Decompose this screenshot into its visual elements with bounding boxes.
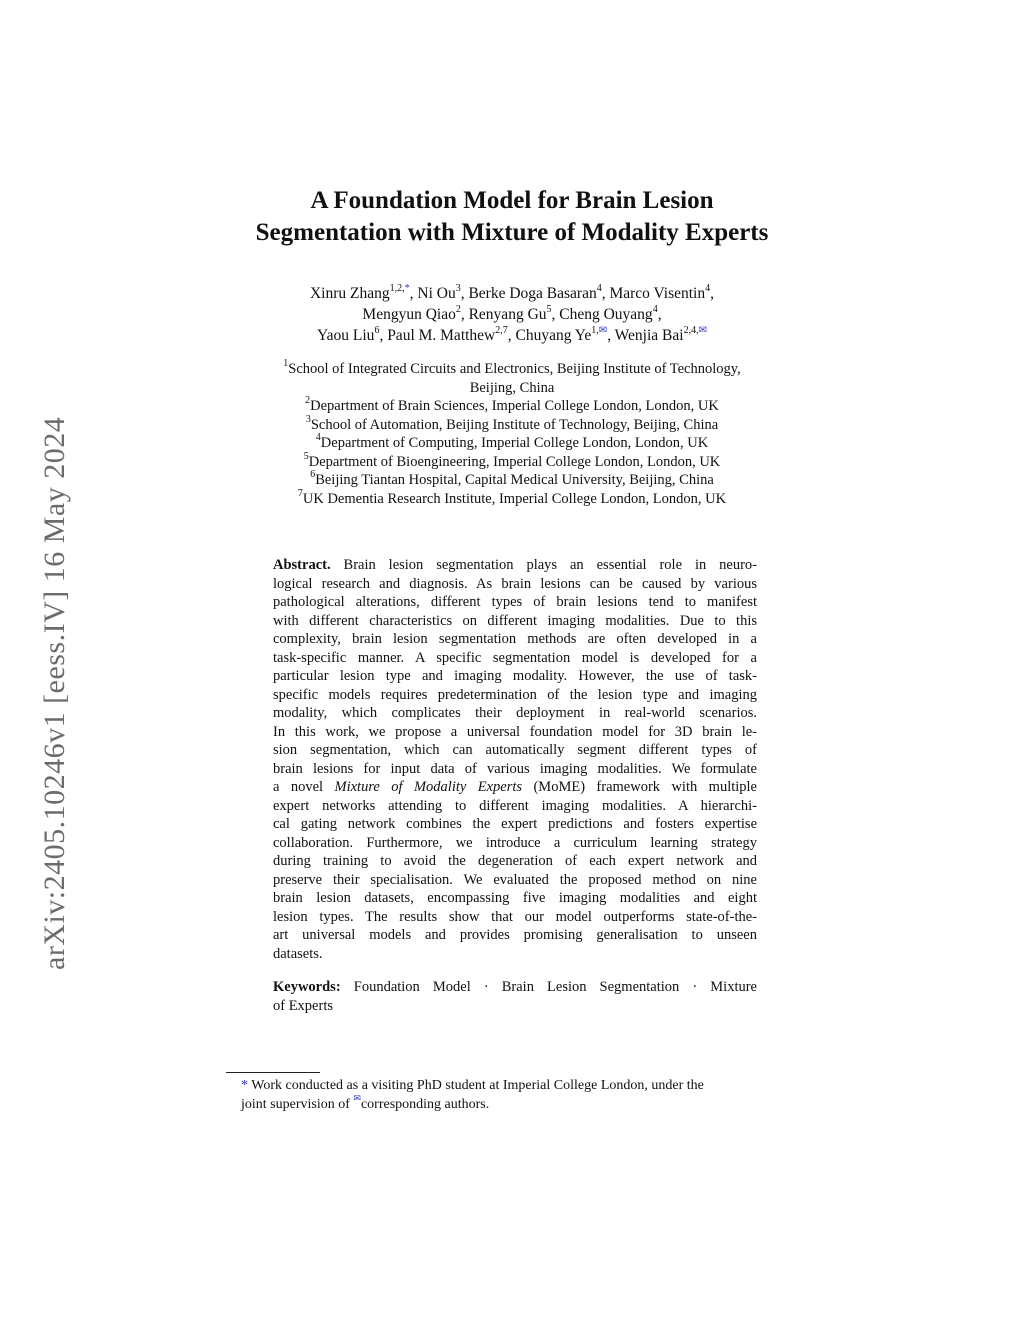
abstract-label: Abstract.: [273, 557, 331, 573]
author-affil-sup: 1,2,*: [389, 282, 410, 294]
footnote-rule: [226, 1072, 320, 1073]
abstract-line: Abstract. Brain lesion segmentation plays an essential role in neuro-: [273, 557, 757, 573]
affiliation-line: $^6$Beijing Tiantan Hospital, Capital Medical University, Beijing, China: [310, 469, 714, 488]
affiliation-line: Beijing, China: [469, 379, 555, 396]
abstract-line: collaboration. Furthermore, we introduce a curriculum learning strategy: [273, 834, 757, 851]
author-affil-sup: 1,✉: [591, 324, 608, 336]
author-name: Yaou Liu: [317, 327, 375, 344]
author-name: Xinru Zhang: [309, 285, 390, 302]
keywords-label: Keywords:: [273, 979, 341, 995]
envelope-icon: ✉: [353, 1093, 361, 1104]
title-line-2: Segmentation with Mixture of Modality Experts: [255, 219, 769, 246]
affiliation-line: $^3$School of Automation, Beijing Institute of Technology, Beijing, China: [305, 413, 719, 433]
author-name: Mengyun Qiao: [362, 306, 456, 323]
author-affil-sup: 4: [652, 303, 658, 315]
author-line-1: Xinru Zhang$^{1,2,*}$, Ni Ou$^3$, Berke Doga Basaran$^4$, Marco Visentin$^4$,: [309, 282, 714, 302]
abstract-line: brain lesion datasets, encompassing five imaging modalities and eight: [273, 890, 757, 906]
author-name: , Renyang Gu: [460, 306, 547, 323]
author-list: [0, 283, 1024, 346]
abstract-line: logical research and diagnosis. As brain lesions can be caused by various: [273, 575, 757, 592]
envelope-icon[interactable]: ✉: [698, 324, 707, 336]
abstract: [273, 556, 757, 963]
abstract-line: cal gating network combines the expert predictions and fosters expertise: [273, 816, 757, 832]
abstract-line: datasets.: [273, 945, 323, 962]
author-line-3: [0, 325, 1024, 346]
author-affil-sup: 4: [596, 282, 602, 294]
envelope-icon[interactable]: ✉: [598, 324, 608, 336]
author-affil-sup: 3: [455, 282, 461, 294]
affiliation-line: $^7$UK Dementia Research Institute, Imperial College London, London, UK: [297, 487, 727, 507]
arxiv-identifier: arXiv:2405.10246v1 [eess.IV] 16 May 2024: [38, 416, 71, 970]
author-name: , Ni Ou: [409, 285, 456, 302]
abstract-line: pathological alterations, different types of brain lesions tend to manifest: [273, 594, 757, 610]
author-name: , Marco Visentin: [601, 285, 706, 302]
affiliation-line: $^5$Department of Bioengineering, Imperial College London, London, UK: [303, 450, 721, 470]
abstract-line: with different characteristics on different imaging modalities. Due to this: [273, 612, 757, 629]
author-name: , Chuyang Ye: [507, 327, 592, 344]
footnote: [241, 1076, 811, 1114]
affiliation-line: $^1$School of Integrated Circuits and Electronics, Beijing Institute of Technology,: [283, 358, 741, 377]
abstract-line: lesion types. The results show that our model outperforms state-of-the-: [273, 908, 757, 925]
keywords-line: of Experts: [273, 997, 333, 1014]
author-affil-sup: 5: [546, 303, 552, 315]
author-affil-sup: 4: [705, 282, 711, 294]
author-name: , Wenjia Bai: [607, 327, 684, 344]
abstract-line: sion segmentation, which can automatically segment different types of: [273, 742, 757, 758]
abstract-line: In this work, we propose a universal foundation model for 3D brain le-: [273, 723, 757, 740]
affiliation-line: $^4$Department of Computing, Imperial College London, London, UK: [315, 432, 709, 451]
keywords: [273, 978, 757, 1015]
footnote-star: *: [241, 1078, 248, 1093]
footnote-star-link[interactable]: *: [404, 282, 410, 294]
affiliations: [0, 360, 1024, 508]
title-line-1: A Foundation Model for Brain Lesion: [310, 187, 714, 214]
author-name: , Berke Doga Basaran: [460, 285, 597, 302]
author-affil-sup: 2: [455, 303, 461, 315]
abstract-line: a novel Mixture of Modality Experts (MoME) framework with multiple: [273, 779, 757, 795]
author-name: , Paul M. Matthew: [379, 327, 496, 344]
mome-emphasis: Mixture of Modality Experts: [334, 779, 523, 795]
abstract-line: art universal models and provides promising generalisation to unseen: [273, 927, 757, 943]
abstract-line: brain lesions for input data of various imaging modalities. We formulate: [273, 760, 757, 777]
abstract-line: expert networks attending to different imaging modalities. A hierarchi-: [273, 797, 757, 814]
author-affil-sup: 2,7: [495, 324, 508, 336]
author-affil-sup: 6: [374, 324, 380, 336]
abstract-line: complexity, brain lesion segmentation methods are often developed in a: [273, 631, 757, 647]
paper-title: [0, 185, 1024, 249]
keywords-line: Keywords: Foundation Model · Brain Lesion Segmentation · Mixture: [273, 979, 757, 995]
abstract-line: particular lesion type and imaging modality. However, the use of task-: [273, 668, 757, 684]
author-affil-sup: 2,4,✉: [683, 324, 707, 336]
author-line-2: Mengyun Qiao$^2$, Renyang Gu$^5$, Cheng Ouyang$^4$,: [362, 303, 662, 323]
abstract-line: specific models requires predetermination of the lesion type and imaging: [273, 686, 757, 703]
abstract-line: modality, which complicates their deployment in real-world scenarios.: [273, 705, 757, 721]
author-name: , Cheng Ouyang: [551, 306, 653, 323]
abstract-line: task-specific manner. A specific segmentation model is developed for a: [273, 649, 757, 666]
abstract-line: preserve their specialisation. We evaluated the proposed method on nine: [273, 871, 757, 888]
footnote-line: * Work conducted as a visiting PhD student at Imperial College London, under the: [241, 1078, 704, 1093]
footnote-line: joint supervision of ✉corresponding authors.: [241, 1093, 490, 1112]
affiliation-line: $^2$Department of Brain Sciences, Imperial College London, London, UK: [305, 395, 719, 414]
abstract-line: during training to avoid the degeneration of each expert network and: [273, 853, 757, 869]
